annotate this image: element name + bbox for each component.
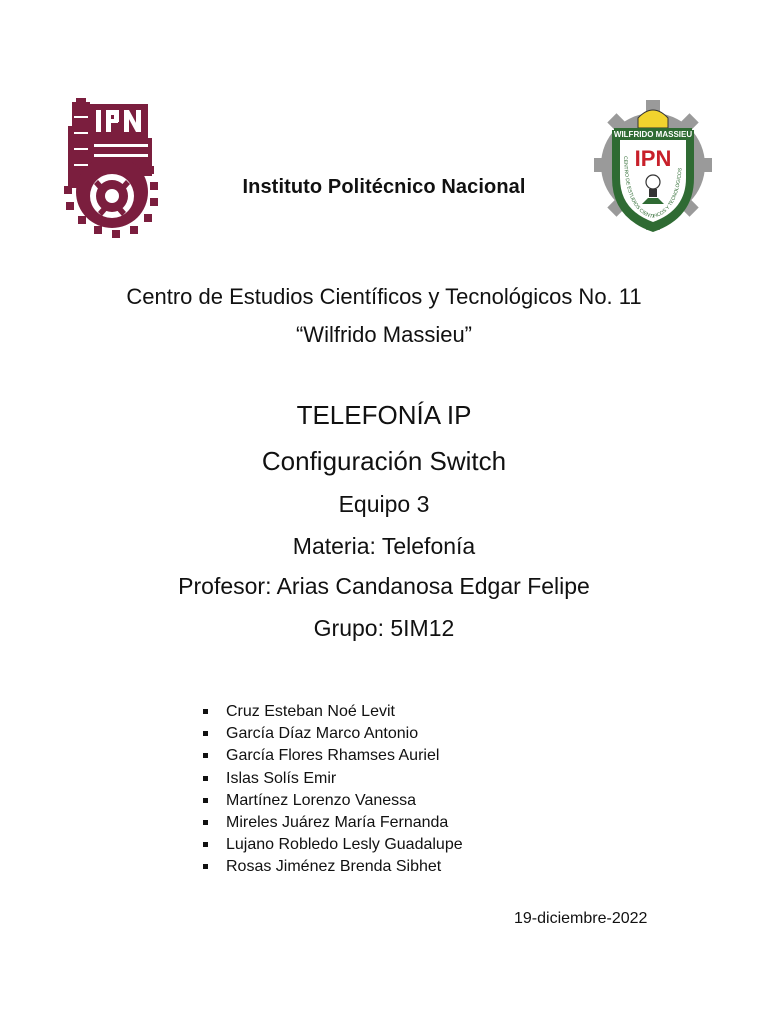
subject-label: Materia: Telefonía: [292, 533, 476, 559]
cecyt-logo-ipn-text: IPN: [634, 146, 672, 171]
cecyt-11-logo: [592, 94, 714, 236]
ipn-logo-graphic: [60, 96, 160, 238]
document-subtitle: Configuración Switch: [261, 446, 507, 476]
team-label: Equipo 3: [338, 491, 430, 517]
cecyt-logo-top-text: WILFRIDO MASSIEU: [613, 130, 693, 139]
institute-name: Instituto Politécnico Nacional: [242, 176, 526, 198]
list-item: García Flores Rhamses Auriel: [202, 746, 463, 768]
document-date: 19-diciembre-2022: [514, 910, 648, 927]
team-members-list: [202, 702, 463, 880]
list-item: Martínez Lorenzo Vanessa: [202, 791, 463, 813]
cecyt-logo-ring-text: CENTRO DE ESTUDIOS CIENTIFICOS Y TECNOLOGICOS: [622, 156, 684, 221]
list-item: García Díaz Marco Antonio: [202, 724, 463, 746]
school-name: Centro de Estudios Científicos y Tecnológicos No. 11: [126, 284, 642, 309]
teacher-label: Profesor: Arias Candanosa Edgar Felipe: [178, 573, 590, 599]
school-nickname: “Wilfrido Massieu”: [295, 322, 473, 347]
cecyt-11-logo-graphic: [592, 94, 714, 236]
list-item: Islas Solís Emir: [202, 769, 463, 791]
group-label: Grupo: 5IM12: [313, 615, 455, 641]
list-item: Cruz Esteban Noé Levit: [202, 702, 463, 724]
list-item: Rosas Jiménez Brenda Sibhet: [202, 857, 463, 879]
ipn-logo: [60, 96, 160, 238]
list-item: Mireles Juárez María Fernanda: [202, 813, 463, 835]
document-title: TELEFONÍA IP: [296, 400, 472, 430]
list-item: Lujano Robledo Lesly Guadalupe: [202, 835, 463, 857]
